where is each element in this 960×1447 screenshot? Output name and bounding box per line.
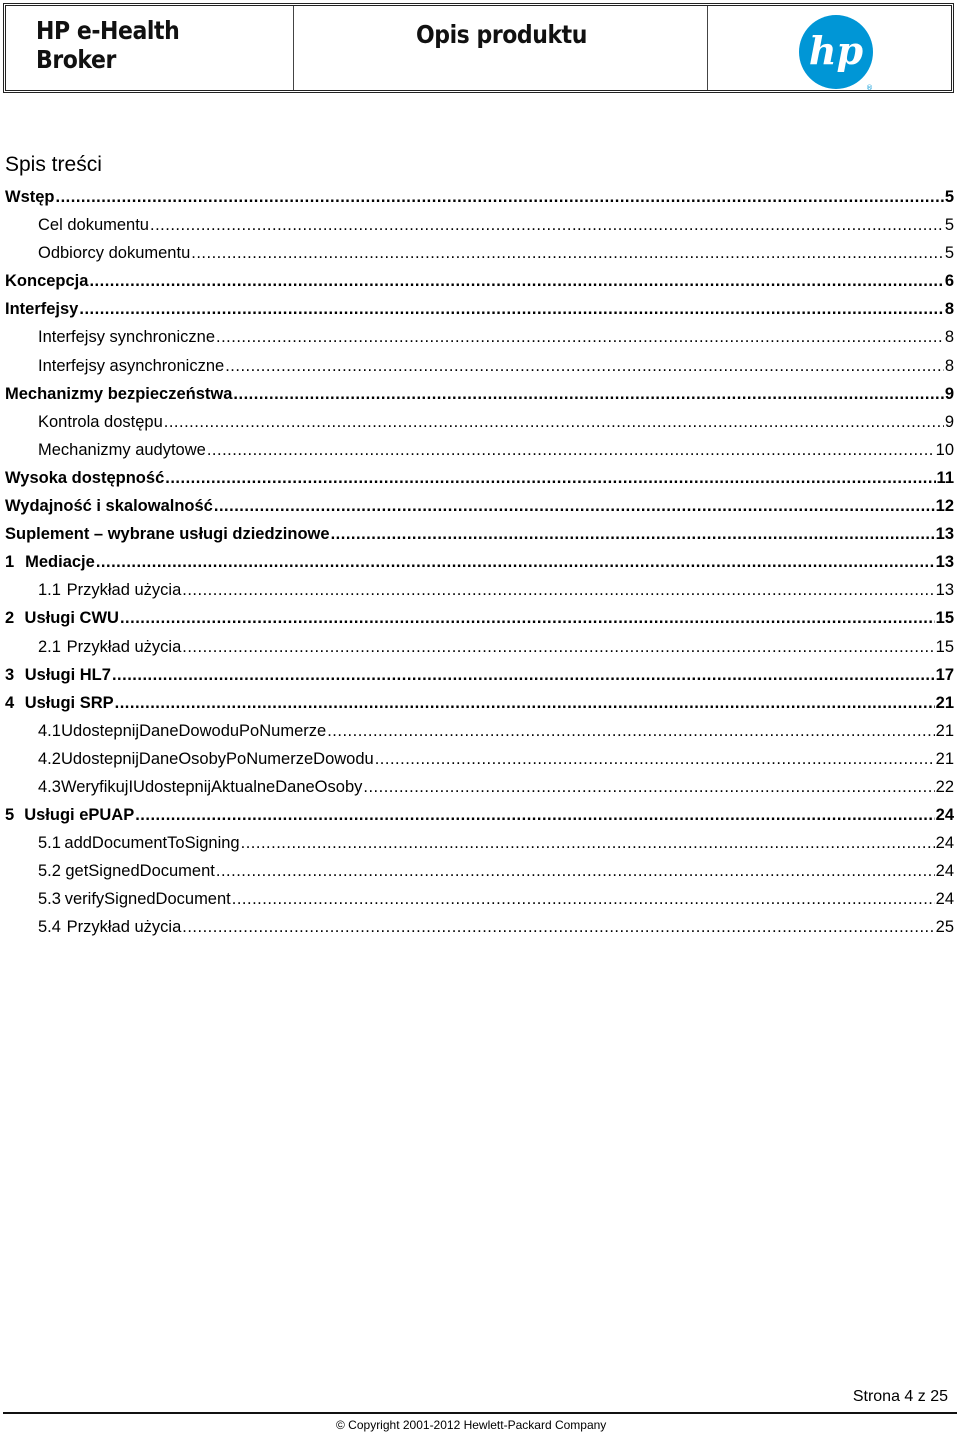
toc-entry-page: 9: [944, 384, 954, 403]
toc-entry-label: Koncepcja: [5, 272, 89, 291]
toc-entry[interactable]: [5, 357, 954, 385]
toc-entry-label: Wstęp: [5, 188, 55, 206]
toc-dot-leader: [165, 469, 935, 488]
toc-entry-label: Usługi CWU: [24, 609, 119, 628]
toc-entry[interactable]: [5, 694, 954, 722]
toc-entry-number: 4.1: [38, 721, 61, 740]
toc-dot-leader: [89, 272, 943, 291]
toc-entry-label: WeryfikujIUdostepnijAktualneDaneOsoby: [60, 777, 363, 796]
toc-entry-page: 24: [935, 834, 954, 853]
toc-entry-number: 3: [5, 665, 15, 684]
toc-dot-leader: [375, 750, 935, 769]
toc-dot-leader: [191, 244, 944, 263]
toc-dot-leader: [216, 862, 935, 881]
hp-logo-icon: [796, 12, 876, 92]
toc-entry-number: 4: [5, 693, 15, 712]
toc-entry-number: 4.2: [38, 749, 61, 768]
toc-entry-label: Mechanizmy bezpieczeństwa: [5, 384, 233, 403]
toc-entry-number: 1.1: [38, 581, 61, 600]
toc-entry-label: Cel dokumentu: [38, 216, 149, 235]
toc-entry[interactable]: [5, 862, 954, 890]
toc-entry-label: Odbiorcy dokumentu: [38, 244, 191, 263]
toc-entry[interactable]: [5, 413, 954, 441]
toc-entry[interactable]: [5, 750, 954, 778]
toc-entry-page: 12: [935, 497, 954, 516]
toc-entry-page: 8: [944, 356, 954, 375]
toc-dot-leader: [363, 778, 934, 797]
header-center-cell: [294, 6, 708, 90]
toc-dot-leader: [327, 722, 934, 741]
toc-entry-page: 13: [935, 581, 954, 600]
toc-dot-leader: [79, 300, 943, 319]
toc-entry-page: 24: [935, 890, 954, 909]
toc-entry[interactable]: [5, 469, 954, 497]
toc-entry[interactable]: [5, 216, 954, 244]
toc-entry-number: 5.4: [38, 918, 61, 937]
toc-entry-page: 5: [944, 244, 954, 263]
toc-entry[interactable]: [5, 553, 954, 581]
header-product-title: HP e-Health Broker: [36, 16, 180, 74]
toc-entry-label: addDocumentToSigning: [64, 834, 240, 853]
toc-entry-page: 24: [935, 806, 954, 825]
toc-entry-page: 8: [944, 300, 954, 319]
toc-dot-leader: [207, 441, 935, 460]
toc-entry-label: Kontrola dostępu: [38, 412, 163, 431]
toc-entry[interactable]: [5, 244, 954, 272]
toc-entry-number: 5: [5, 806, 15, 825]
toc-entry-number: 5.2: [38, 862, 61, 881]
toc-dot-leader: [214, 497, 935, 516]
toc-dot-leader: [331, 525, 935, 544]
toc-entry-number: 5.3: [38, 890, 61, 909]
toc-entry[interactable]: [5, 328, 954, 356]
toc-entry[interactable]: [5, 806, 954, 834]
toc-entry-label: Usługi ePUAP: [24, 806, 135, 825]
toc-entry[interactable]: [5, 497, 954, 525]
toc-title: Spis treści: [5, 153, 102, 176]
toc-entry-number: 1: [5, 553, 15, 572]
toc-entry[interactable]: [5, 300, 954, 328]
document-header: [3, 3, 954, 93]
toc-dot-leader: [115, 694, 935, 713]
toc-entry-number: 5.1: [38, 834, 61, 853]
toc-dot-leader: [216, 328, 944, 347]
toc-entry-page: 5: [944, 188, 954, 206]
toc-entry-page: 21: [935, 749, 954, 768]
toc-entry-page: 11: [936, 468, 954, 487]
toc-entry-label: Interfejsy: [5, 300, 79, 319]
toc-entry-label: UdostepnijDaneOsobyPoNumerzeDowodu: [60, 749, 374, 768]
toc-entry-page: 9: [944, 412, 954, 431]
toc-entry-label: Mechanizmy audytowe: [38, 440, 206, 459]
toc-dot-leader: [56, 188, 944, 207]
toc-entry-page: 15: [935, 609, 954, 628]
hp-logo-text: hp: [808, 28, 864, 73]
toc-entry[interactable]: [5, 890, 954, 918]
toc-entry-page: 15: [935, 637, 954, 656]
toc-dot-leader: [241, 834, 935, 853]
toc-dot-leader: [164, 413, 944, 432]
toc-entry-label: Interfejsy asynchroniczne: [38, 356, 225, 375]
toc-dot-leader: [96, 553, 935, 572]
toc-entry[interactable]: [5, 525, 954, 553]
toc-entry-label: Usługi HL7: [24, 665, 111, 684]
toc-entry[interactable]: [5, 722, 954, 750]
toc-entry-label: UdostepnijDaneDowoduPoNumerze: [61, 721, 327, 740]
toc-entry-label: Przykład użycia: [66, 581, 182, 600]
toc-entry-page: 25: [935, 918, 954, 937]
toc-dot-leader: [182, 638, 934, 657]
copyright-notice: © Copyright 2001-2012 Hewlett-Packard Company: [336, 1418, 607, 1432]
toc-dot-leader: [182, 581, 934, 600]
page-number: Strona 4 z 25: [852, 1388, 948, 1405]
toc-entry-page: 21: [935, 693, 954, 712]
toc-entry-label: Wysoka dostępność: [5, 468, 165, 487]
header-logo-cell: [708, 6, 951, 90]
toc-entry[interactable]: [5, 778, 954, 806]
table-of-contents: [5, 188, 954, 947]
toc-entry-label: Mediacje: [25, 553, 95, 572]
toc-dot-leader: [135, 806, 934, 825]
toc-entry[interactable]: [5, 638, 954, 666]
toc-entry-label: Usługi SRP: [24, 693, 114, 712]
toc-entry-page: 24: [935, 862, 954, 881]
toc-entry-number: 4.3: [38, 777, 61, 796]
toc-entry[interactable]: [5, 272, 954, 300]
toc-entry[interactable]: [5, 441, 954, 469]
toc-entry-page: 17: [935, 665, 954, 684]
toc-entry-label: Wydajność i skalowalność: [5, 497, 213, 516]
toc-entry-label: Suplement – wybrane usługi dziedzinowe: [5, 525, 330, 544]
toc-entry-page: 6: [944, 272, 954, 291]
toc-entry-label: Przykład użycia: [66, 918, 182, 937]
header-left-cell: [6, 6, 294, 90]
toc-entry[interactable]: [5, 609, 954, 637]
toc-entry[interactable]: [5, 666, 954, 694]
toc-dot-leader: [182, 918, 934, 937]
toc-entry-page: 13: [935, 553, 954, 572]
toc-dot-leader: [232, 890, 935, 909]
toc-entry-label: Przykład użycia: [66, 637, 182, 656]
toc-entry-label: Interfejsy synchroniczne: [38, 328, 215, 347]
toc-entry[interactable]: [5, 581, 954, 609]
toc-dot-leader: [112, 666, 935, 685]
toc-entry-page: 21: [935, 721, 954, 740]
toc-dot-leader: [120, 609, 935, 628]
toc-entry-number: 2.1: [38, 637, 61, 656]
toc-entry-number: 2: [5, 609, 15, 628]
toc-entry-label: getSignedDocument: [65, 862, 215, 881]
svg-text:®: ®: [866, 84, 873, 92]
toc-entry-page: 22: [935, 777, 954, 796]
toc-dot-leader: [150, 216, 944, 235]
toc-entry[interactable]: [5, 188, 954, 216]
toc-entry-label: verifySignedDocument: [64, 890, 231, 909]
toc-entry-page: 5: [944, 216, 954, 235]
header-document-title: Opis produktu: [416, 20, 587, 49]
toc-dot-leader: [233, 385, 943, 404]
toc-entry[interactable]: [5, 385, 954, 413]
toc-entry-page: 13: [935, 525, 954, 544]
toc-entry-page: 8: [944, 328, 954, 347]
toc-dot-leader: [225, 357, 944, 376]
footer-divider: [3, 1412, 957, 1414]
toc-entry-page: 10: [935, 440, 954, 459]
toc-entry[interactable]: [5, 834, 954, 862]
toc-entry[interactable]: [5, 918, 954, 946]
